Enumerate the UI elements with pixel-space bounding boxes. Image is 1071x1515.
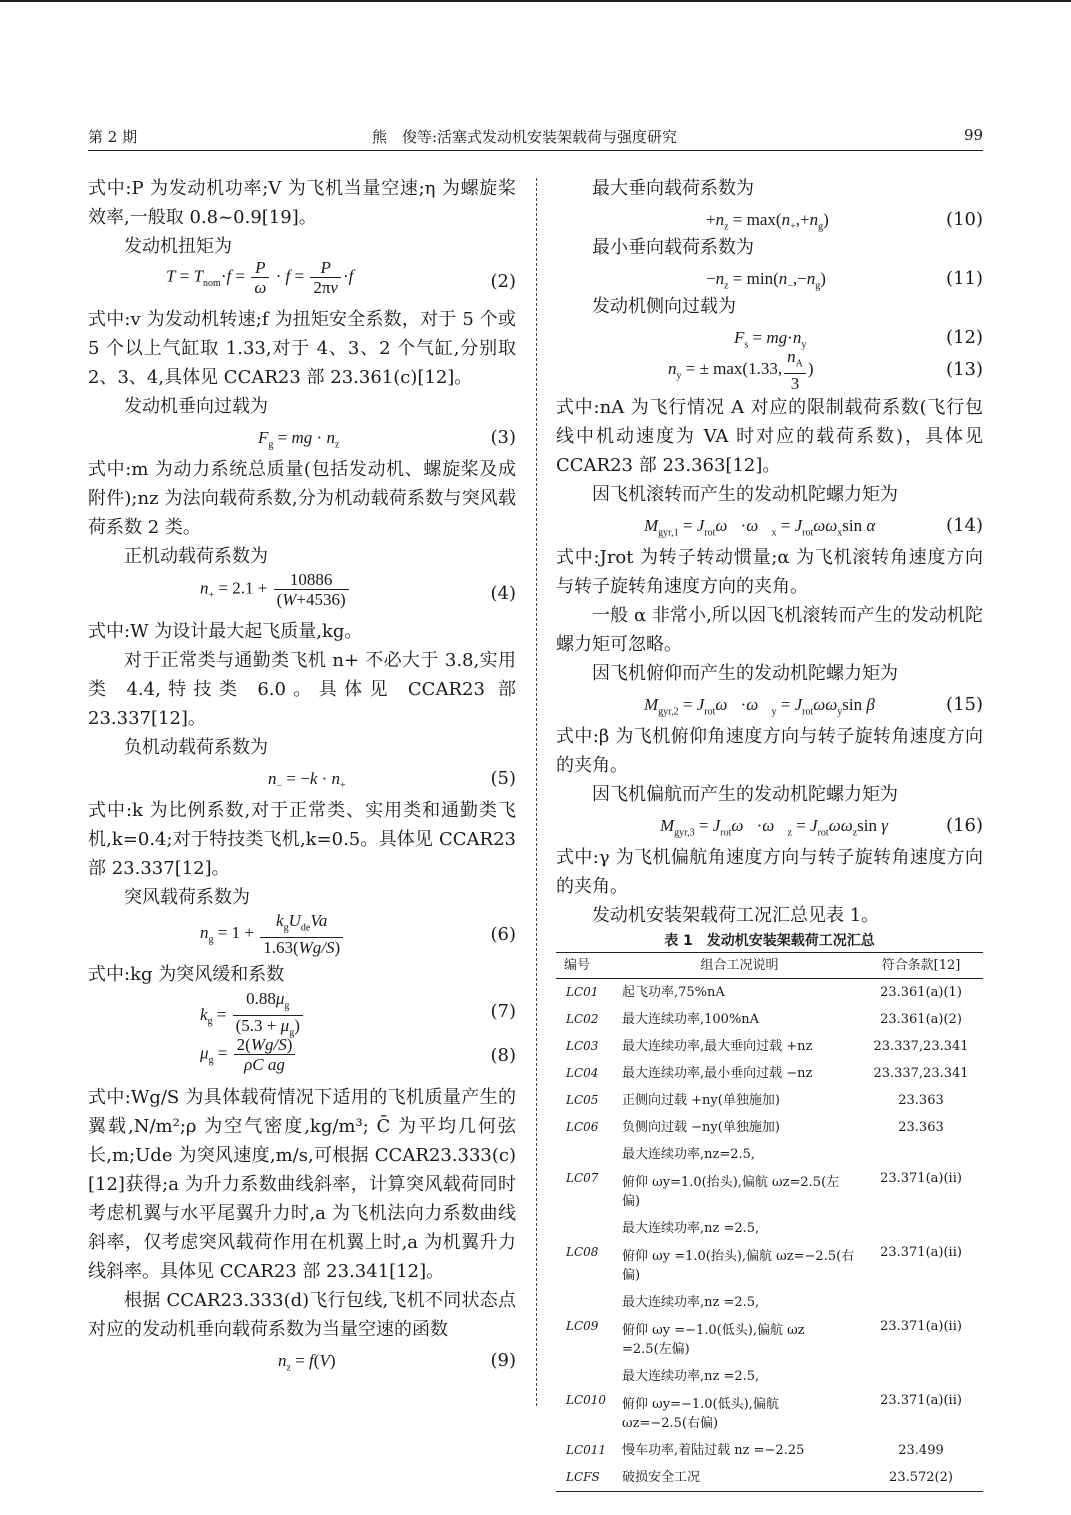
paragraph: 最小垂向载荷系数为 [592,237,754,258]
equation-10: $+n_z = \max(n_+,+n_g)$ (10) [706,209,983,233]
description-line: 俯仰 ωy =1.0(抬头),偏航 ωz=−2.5(右偏) [622,1249,855,1283]
case-clause: 23.363 [898,1120,944,1135]
case-clause: 23.371(a)(ii) [880,1244,962,1260]
description-line: 最大连续功率,100%nA [622,1012,760,1027]
case-description [620,1087,859,1114]
case-clause: 23.499 [898,1443,944,1458]
table-row [556,1087,983,1114]
case-description [620,1437,859,1464]
table-row [556,1289,983,1363]
description-line: 最大连续功率,最小垂向过载 −nz [622,1066,813,1081]
top-border [0,0,1071,2]
equation-7: $k_g$ = $\frac{0.88\mu_g}{(5.3 + \mu_g)}$ (7) [200,989,516,1039]
case-id: LCFS [556,1464,620,1492]
case-id: LC01 [566,985,599,999]
paragraph: 负机动载荷系数为 [124,737,268,758]
column-header: 符合条款[12] [859,953,983,979]
case-id: LC04 [566,1066,599,1080]
column-header: 组合工况说明 [620,953,859,979]
case-id: LC03 [566,1039,599,1053]
table-row [556,1060,983,1087]
table-row [556,1437,983,1464]
description-line: 负侧向过载 −ny(单独施加) [622,1120,780,1135]
case-id: LC010 [566,1392,607,1407]
table-row [556,1033,983,1060]
equation-3: $F_g$ = mg · $n_z$ (3) [258,427,516,451]
case-description [620,1060,859,1087]
paragraph: 式中:kg 为突风缓和系数 [88,964,285,985]
case-clause: 23.361(a)(1) [880,985,962,1000]
description-line: 俯仰 ωy=−1.0(低头),偏航 ωz=−2.5(右偏) [622,1397,779,1431]
case-clause: 23.371(a)(ii) [880,1318,962,1334]
paragraph: 式中:Wg/S 为具体载荷情况下适用的飞机质量产生的翼载,N/m²;ρ 为空气密度,kg/m³; C̄ 为平均几何弦长,m;Ude 为突风速度,m/s,可根据 CCAR23.333(c)[12]获得;a 为升力系数曲线斜率，计算突风载荷同时考虑机翼与水平尾翼升力时,a 为飞机法向力系数曲线斜率，仅考虑突风载荷作用在机翼上时,a 为机翼升力线斜率。具体见 CCAR23 部 23.341[12]。 [88,1087,516,1282]
load-case-table [556,952,983,1492]
table-row [556,1114,983,1141]
paragraph: 突风载荷系数为 [124,887,250,908]
column-divider [536,178,537,1406]
paragraph: 发动机安装架载荷工况汇总见表 1。 [592,905,880,926]
description-line: 最大连续功率,nz=2.5, [622,1147,756,1162]
table-row [556,1464,983,1492]
case-description [620,1114,859,1141]
case-description [620,1363,859,1437]
issue-number: 第 2 期 [88,128,138,146]
paragraph: 一般 α 非常小,所以因飞机滚转而产生的发动机陀螺力矩可忽略。 [556,605,983,655]
description-line: 慢车功率,着陆过载 nz =−2.25 [622,1443,805,1458]
case-id: LC06 [566,1120,599,1134]
case-id: LC07 [566,1170,599,1185]
case-clause: 23.363 [898,1093,944,1108]
table-row [556,979,983,1007]
paragraph: 式中:P 为发动机功率;V 为飞机当量空速;η 为螺旋桨效率,一般取 0.8~0.9[19]。 [88,178,516,228]
case-description [620,979,859,1007]
table-row [556,1006,983,1033]
equation-14: $M_{gyr,1}$ = $J_{rot}\omega⃗\cdot\omega⃗_x = J_{rot}\omega\omega_x\sin$ α (14) [644,515,983,539]
equation-13: $n_y$ = ± max(1.33, $\frac{n_A}{3}$ ) (13) [668,347,983,394]
case-id: LC08 [566,1244,599,1259]
case-description [620,1006,859,1033]
description-line: 最大连续功率,最大垂向过载 +nz [622,1039,813,1054]
description-line: 最大连续功率,nz =2.5, [622,1295,760,1310]
paragraph: 式中:Jrot 为转子转动惯量;α 为飞机滚转角速度方向与转子旋转角速度方向的夹角。 [556,547,983,597]
paragraph: 式中:W 为设计最大起飞质量,kg。 [88,621,363,642]
description-line: 俯仰 ωy =−1.0(低头),偏航 ωz =2.5(左偏) [622,1323,805,1357]
paragraph: 因飞机俯仰而产生的发动机陀螺力矩为 [592,663,898,684]
paragraph: 发动机侧向过载为 [592,296,736,317]
paragraph: 式中:γ 为飞机偏航角速度方向与转子旋转角速度方向的夹角。 [556,847,983,897]
column-header: 编号 [556,953,620,979]
equation-6: $n_g = 1$ + $\frac{k_gU_{de}Va}{1.63(Wg/S)}$ (6) [200,911,516,958]
case-description [620,1033,859,1060]
description-line: 正侧向过载 +ny(单独施加) [622,1093,780,1108]
paragraph: 最大垂向载荷系数为 [592,178,754,199]
paragraph: 式中:m 为动力系统总质量(包括发动机、螺旋桨及成附件);nz 为法向载荷系数,分为机动载荷系数与突风载荷系数 2 类。 [88,459,516,538]
case-id: LC05 [566,1093,599,1107]
case-description [620,1215,859,1289]
case-description [620,1141,859,1215]
description-line: 破损安全工况 [622,1470,701,1485]
paragraph: 式中:k 为比例系数,对于正常类、实用类和通勤类飞机,k=0.4;对于特技类飞机,k=0.5。具体见 CCAR23 部 23.337[12]。 [88,800,516,879]
equation-9: $n_z = f(V)$ (9) [278,1350,516,1374]
paragraph: 发动机垂向过载为 [124,396,268,417]
case-id: LC09 [566,1318,599,1333]
case-id: LC011 [566,1443,607,1457]
paragraph: 式中:nA 为飞行情况 A 对应的限制载荷系数(飞行包线中机动速度为 VA 时对应的载荷系数)，具体见 CCAR23 部 23.363[12]。 [556,397,983,476]
equation-16: $M_{gyr,3}$ = $J_{rot}\omega⃗\cdot\omega⃗_z = J_{rot}\omega\omega_z\sin$ γ (16) [660,815,983,839]
equation-2: $T = T_{nom}\cdot f$ = $\frac{P}{\omega}$ · f = $\frac{P}{2\pi v}$ ·f (2) [166,258,516,297]
table-title: 表 1 发动机安装架载荷工况汇总 [664,933,875,949]
equation-8: $\mu_g$ = $\frac{2(Wg/S)}{\rho\overline{C} ag}$ (8) [200,1035,516,1074]
equation-12: $F_s = mg\cdot n_y$ (12) [734,327,983,351]
left-column [88,174,516,1378]
paragraph: 因飞机滚转而产生的发动机陀螺力矩为 [592,484,898,505]
description-line: 最大连续功率,nz =2.5, [622,1221,760,1236]
description-line: 俯仰 ωy=1.0(抬头),偏航 ωz=2.5(左偏) [622,1175,840,1209]
description-line: 起飞功率,75%nA [622,985,725,1000]
running-title: 熊 俊等:活塞式发动机安装架载荷与强度研究 [372,128,678,146]
table-row [556,1363,983,1437]
paragraph: 发动机扭矩为 [124,236,232,257]
case-description [620,1464,859,1492]
paragraph: 式中:β 为飞机俯仰角速度方向与转子旋转角速度方向的夹角。 [556,726,983,776]
equation-15: $M_{gyr,2}$ = $J_{rot}\omega⃗\cdot\omega⃗_y = J_{rot}\omega\omega_y\sin$ β (15) [644,694,983,718]
description-line: 最大连续功率,nz =2.5, [622,1369,760,1384]
case-clause: 23.361(a)(2) [880,1012,962,1027]
case-clause: 23.337,23.341 [873,1066,969,1081]
equation-5: $n_- = -k \cdot n_+$ (5) [268,768,516,792]
case-clause: 23.337,23.341 [873,1039,969,1054]
case-id: LC02 [566,1012,599,1026]
header-rule [88,150,983,151]
paragraph: 因飞机偏航而产生的发动机陀螺力矩为 [592,784,898,805]
table-row [556,1141,983,1215]
page-number: 99 [964,126,984,144]
paragraph: 正机动载荷系数为 [124,546,268,567]
case-clause: 23.371(a)(ii) [880,1170,962,1186]
table-row [556,1215,983,1289]
case-description [620,1289,859,1363]
paragraph: 对于正常类与通勤类飞机 n+ 不必大于 3.8,实用类 4.4,特技类 6.0。具体见 CCAR23 部 23.337[12]。 [88,650,516,729]
paragraph: 式中:v 为发动机转速;f 为扭矩安全系数，对于 5 个或 5 个以上气缸取 1.33,对于 4、3、2 个气缸,分别取 2、3、4,具体见 CCAR23 部 23.361(c)[12]。 [88,309,516,388]
equation-11: $-n_z = \min(n_-,-n_g)$ (11) [706,268,983,292]
case-clause: 23.371(a)(ii) [880,1392,962,1408]
right-column [556,174,983,1492]
equation-4: $n_+ = 2.1$ + $\frac{10886}{(W+4536)}$ (4) [200,570,516,609]
paragraph: 根据 CCAR23.333(d)飞行包线,飞机不同状态点对应的发动机垂向载荷系数为当量空速的函数 [88,1290,516,1340]
case-clause: 23.572(2) [859,1464,983,1492]
